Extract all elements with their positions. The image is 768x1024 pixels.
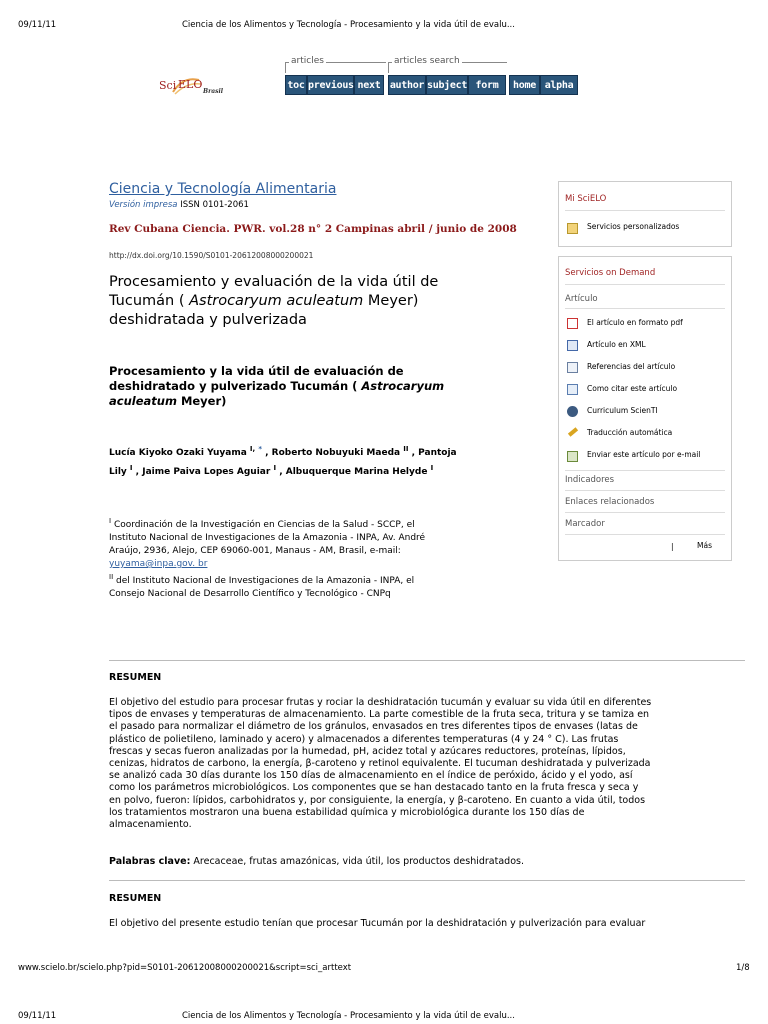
subtitle-species: Astrocaryum <box>361 379 445 393</box>
article-subtitle <box>109 364 549 409</box>
affiliation-2-line-2: Consejo Nacional de Desarrollo Científico y Tecnológico - CNPq <box>109 589 391 599</box>
author-list <box>109 442 549 480</box>
author-3-cont: Lily <box>109 467 127 477</box>
authors-line-1 <box>109 442 549 461</box>
affiliation-2-line-1 <box>109 571 549 588</box>
subtitle-part-3: Meyer) <box>176 394 227 408</box>
divider <box>565 490 725 491</box>
affiliation-2-mark: II <box>109 573 114 581</box>
mi-scielo-box <box>558 181 732 247</box>
subtitle-part: deshidratado y pulverizado Tucumán ( <box>109 379 362 393</box>
doi-link[interactable]: http://dx.doi.org/10.1590/S0101-20612008000200021 <box>109 251 314 260</box>
article-title <box>109 273 549 330</box>
bookmark-separator: | <box>671 542 674 551</box>
abstract-line: como los parámetros microbiológicos. Los componentes que se han destacado tanto en la fruta fresca y seca y <box>109 782 639 794</box>
abstract-line: plástico de polietileno, laminado y acero) y almacenados a diferentes temperaturas (4 y 24 ° C). Las frutas <box>109 733 619 745</box>
email-article-link[interactable] <box>567 450 727 464</box>
affiliation-1-text: Coordinación de la Investigación en Ciencias de la Salud - SCCP, el <box>111 520 415 530</box>
print-url: www.scielo.br/scielo.php?pid=S0101-20612008000200021&script=sci_arttext <box>18 963 352 973</box>
subtitle-line-2 <box>109 379 549 394</box>
logo-elo: ELO <box>178 78 203 91</box>
nav-home-button[interactable]: home <box>509 75 540 95</box>
translate-link[interactable] <box>567 428 727 442</box>
subtitle-line-1: Procesamiento y la vida útil de evaluación de <box>109 364 404 378</box>
author-1-affil: I, <box>249 445 256 453</box>
author-3-affil: I <box>129 464 133 472</box>
cite-link-label: Como citar este artículo <box>587 384 678 393</box>
keywords <box>109 856 524 868</box>
articulo-heading: Artículo <box>565 294 598 304</box>
nav-subject-button[interactable]: subject <box>426 75 468 95</box>
references-icon <box>567 362 578 373</box>
print-page-title: Ciencia de los Alimentos y Tecnología - Procesamiento y la vida útil de evalu... <box>182 20 515 30</box>
subtitle-species-2: aculeatum <box>109 394 177 408</box>
indicadores-link[interactable]: Indicadores <box>565 475 615 485</box>
xml-icon <box>567 340 578 351</box>
references-link[interactable] <box>567 362 727 376</box>
divider <box>565 534 725 535</box>
keywords-text: Arecaceae, frutas amazónicas, vida útil, los productos deshidratados. <box>190 856 524 867</box>
divider <box>565 210 725 211</box>
affiliations <box>109 515 549 601</box>
divider <box>565 284 725 285</box>
journal-version <box>109 200 249 210</box>
divider <box>565 512 725 513</box>
email-link[interactable]: yuyama@inpa.gov. br <box>109 559 208 569</box>
curriculum-icon <box>567 406 578 417</box>
abstract-line: se analizó cada 30 días durante los 150 días de almacenamiento en el índice de peróxido, ácido y el yodo, así <box>109 770 633 782</box>
abstract-line: cenizas, hidratos de carbono, la energía, β-caroteno y retinol equivalente. El tucuman deshidratada y pulverizada <box>109 758 651 770</box>
abstract-line: los tratamientos mostraron una buena estabilidad química y microbiológica durante los 150 días de <box>109 806 585 818</box>
divider <box>565 470 725 471</box>
author-3: , Pantoja <box>411 448 457 458</box>
articles-group-label: articles <box>291 56 324 66</box>
marcador-heading: Marcador <box>565 519 605 529</box>
email-icon <box>567 451 578 462</box>
next-page-title: Ciencia de los Alimentos y Tecnología - Procesamiento y la vida útil de evalu... <box>182 1011 515 1021</box>
affiliation-1-line-2: Instituto Nacional de Investigaciones de la Amazonia - INPA, Av. André <box>109 533 426 543</box>
references-link-label: Referencias del artículo <box>587 362 676 371</box>
section-divider <box>109 880 745 881</box>
abstract-line: tipos de envases y temperaturas de almacenamiento. La parte comestible de la fruta seca, tritura y se tamiza en <box>109 709 650 721</box>
next-page-date: 09/11/11 <box>18 1011 57 1021</box>
authors-line-2 <box>109 461 549 480</box>
print-page-number: 1/8 <box>736 963 750 973</box>
author-2: , Roberto Nobuyuki Maeda <box>265 448 401 458</box>
journal-title-link[interactable]: Ciencia y Tecnología Alimentaria <box>109 181 337 197</box>
servicios-demand-box <box>558 256 732 561</box>
abstract-2-first-line: El objetivo del presente estudio tenían que procesar Tucumán por la deshidratación y pulverización para evaluar <box>109 918 646 929</box>
author-5-affil: I <box>430 464 434 472</box>
article-title-line-3: deshidratada y pulverizada <box>109 312 307 328</box>
cite-link[interactable] <box>567 384 727 398</box>
scielo-logo[interactable] <box>155 74 235 100</box>
author-1: Lucía Kiyoko Ozaki Yuyama <box>109 448 247 458</box>
nav-next-button[interactable]: next <box>354 75 384 95</box>
issn: ISSN 0101-2061 <box>180 200 249 210</box>
article-title-line-2 <box>109 292 549 311</box>
xml-link[interactable] <box>567 340 727 354</box>
servicios-demand-heading: Servicios on Demand <box>565 268 656 278</box>
affiliation-1-line-1 <box>109 515 549 532</box>
servicios-personalizados-label: Servicios personalizados <box>587 222 680 231</box>
nav-alpha-button[interactable]: alpha <box>540 75 578 95</box>
title-part: Tucumán ( <box>109 293 190 309</box>
xml-link-label: Artículo en XML <box>587 340 646 349</box>
mi-scielo-heading: Mi SciELO <box>565 194 607 204</box>
pdf-link-label: El artículo en formato pdf <box>587 318 683 327</box>
print-date: 09/11/11 <box>18 20 57 30</box>
logo-sci: Sci <box>159 79 177 92</box>
section-divider <box>109 660 745 661</box>
abstract-line: el pasado para normalizar el diámetro de los gránulos, envasados en tres diferentes tipos de envases (latas de <box>109 721 638 733</box>
abstract-heading: RESUMEN <box>109 672 162 683</box>
curriculum-link[interactable] <box>567 406 727 420</box>
author-4: , Jaime Paiva Lopes Aguiar <box>135 467 271 477</box>
cite-icon <box>567 384 578 395</box>
mas-link[interactable]: Más <box>697 541 712 550</box>
subtitle-line-3 <box>109 394 549 409</box>
pdf-icon <box>567 318 578 329</box>
translate-link-label: Traducción automática <box>587 428 673 437</box>
servicios-personalizados-link[interactable] <box>567 222 727 236</box>
corresponding-author-link[interactable]: * <box>258 445 262 453</box>
search-group-label: articles search <box>394 56 460 66</box>
abstract-line: en polvo, fueron: lípidos, carbohidratos y, por consiguiente, la energía, y β-caroteno. En cuanto a vida útil, todos <box>109 794 646 806</box>
abstract-2-heading: RESUMEN <box>109 893 162 904</box>
nav-form-button[interactable]: form <box>468 75 506 95</box>
curriculum-link-label: Curriculum ScienTI <box>587 406 658 415</box>
author-4-affil: I <box>273 464 277 472</box>
author-5: , Albuquerque Marina Helyde <box>279 467 428 477</box>
nav-previous-button[interactable]: previous <box>307 75 354 95</box>
journal-reference: Rev Cubana Ciencia. PWR. vol.28 n° 2 Campinas abril / junio de 2008 <box>109 223 517 235</box>
nav-toc-button[interactable]: toc <box>285 75 307 95</box>
affiliation-1-line-3: Araújo, 2936, Alejo, CEP 69060-001, Manaus - AM, Brasil, e-mail: <box>109 546 401 556</box>
nav-author-button[interactable]: author <box>388 75 426 95</box>
title-species: Astrocaryum aculeatum <box>189 293 364 309</box>
abstract-body <box>109 697 745 831</box>
translate-icon <box>568 427 578 436</box>
pdf-link[interactable] <box>567 318 727 332</box>
enlaces-link[interactable]: Enlaces relacionados <box>565 497 655 507</box>
author-2-affil: II <box>403 445 409 453</box>
email-article-label: Enviar este artículo por e-mail <box>587 450 701 459</box>
version-label: Versión impresa <box>109 200 178 210</box>
abstract-line: El objetivo del estudio para procesar frutas y rociar la deshidratación tucumán y evaluar su vida útil en diferentes <box>109 697 652 708</box>
article-title-line-1: Procesamiento y evaluación de la vida útil de <box>109 274 439 290</box>
title-part-2: Meyer) <box>363 293 419 309</box>
divider <box>565 308 725 309</box>
affiliation-1-mark: I <box>109 517 112 525</box>
affiliation-2-text: del Instituto Nacional de Investigaciones de la Amazonia - INPA, el <box>113 576 415 586</box>
logo-brasil: Brasil <box>203 88 224 95</box>
folder-icon <box>567 223 578 234</box>
abstract-line: frescas y secas fueron analizadas por la humedad, pH, acidez total y azúcares reductores, proteínas, lípidos, <box>109 745 626 757</box>
abstract-line: almacenamiento. <box>109 819 192 831</box>
keywords-label: Palabras clave: <box>109 856 191 867</box>
